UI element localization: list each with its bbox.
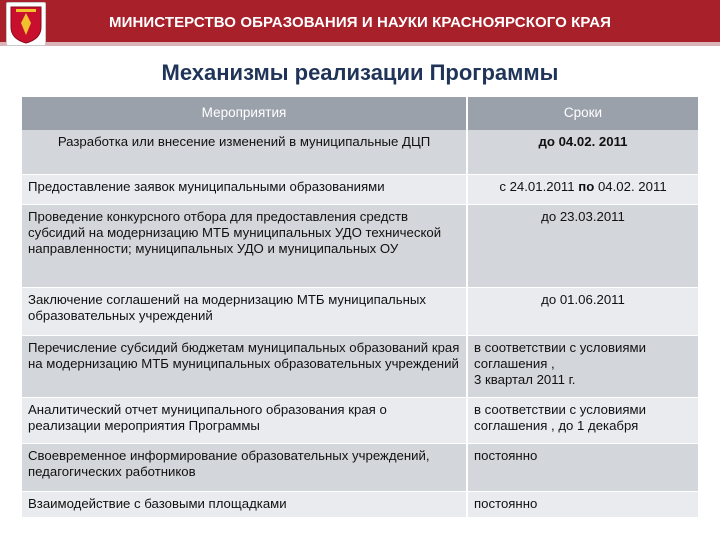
activity-cell: Проведение конкурсного отбора для предоставления средств субсидий на модернизацию МТБ муниципальных УДО технической направленности; муниципальных УДО и муниципальных ОУ [22,204,467,287]
table-row [22,204,698,287]
deadline-cell: в соответствии с условиями соглашения , до 1 декабря [467,397,698,443]
table-row [22,174,698,204]
table-row [22,443,698,491]
ministry-title: МИНИСТЕРСТВО ОБРАЗОВАНИЯ И НАУКИ КРАСНОЯРСКОГО КРАЯ [108,14,612,31]
table-row [22,287,698,335]
table-row [22,335,698,397]
table-header-row [22,97,698,130]
activity-cell: Разработка или внесение изменений в муниципальные ДЦП [22,130,467,174]
activity-cell: Взаимодействие с базовыми площадками [22,491,467,517]
deadline-word-po: по [578,178,595,194]
activity-cell: Предоставление заявок муниципальными образованиями [22,174,467,204]
header-stripe [0,42,720,46]
deadline-cell: в соответствии с условиями соглашения , 3 квартал 2011 г. [467,335,698,397]
page-title: Механизмы реализации Программы [161,60,559,85]
deadline-cell: до 04.02. 2011 [467,130,698,174]
activity-cell: Аналитический отчет муниципального образования края о реализации мероприятия Программы [22,397,467,443]
activity-cell: Своевременное информирование образовательных учреждений, педагогических работников [22,443,467,491]
deadline-to: 04.02. 2011 [594,178,667,194]
table-row [22,397,698,443]
deadline-from: с 24.01.2011 [499,178,579,194]
deadline-cell: до 01.06.2011 [467,287,698,335]
deadline-cell [467,174,698,204]
column-header-deadlines: Сроки [467,97,698,130]
deadline-cell: постоянно [467,491,698,517]
activity-cell: Перечисление субсидий бюджетам муниципальных образований края на модернизацию МТБ муниципальных образовательных учреждений [22,335,467,397]
deadline-cell: постоянно [467,443,698,491]
activity-cell: Заключение соглашений на модернизацию МТБ муниципальных образовательных учреждений [22,287,467,335]
table-row [22,130,698,174]
column-header-activities: Мероприятия [22,97,467,130]
plan-table [22,97,698,518]
table-row [22,491,698,517]
deadline-cell: до 23.03.2011 [467,204,698,287]
